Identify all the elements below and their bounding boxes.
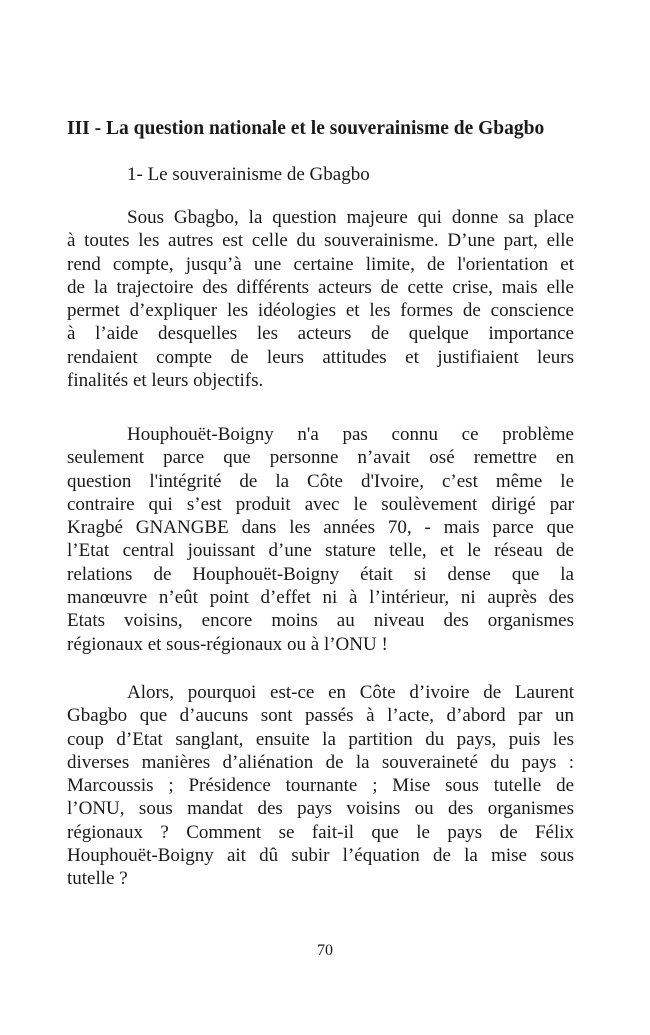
paragraph [67, 681, 574, 891]
text-line: Alors, pourquoi est-ce en Côte d’ivoire de Laurent [127, 682, 574, 703]
text-line: contraire qui s’est produit avec le soulèvement dirigé par [67, 493, 574, 515]
text-line: diverses manières d’aliénation de la souveraineté du pays : [67, 751, 574, 773]
paragraph [67, 206, 574, 392]
text-line: Houphouët-Boigny n'a pas connu ce problème [127, 424, 574, 445]
text-line: Gbagbo que d’aucuns sont passés à l’acte, d’abord par un [67, 705, 574, 727]
text-line: régionaux et sous-régionaux ou à l’ONU ! [67, 633, 388, 655]
text-line: tutelle ? [67, 868, 128, 890]
text-line: rendaient compte de leurs attitudes et justifiaient leurs [67, 346, 574, 368]
text-line: question l'intégrité de la Côte d'Ivoire, c’est même le [67, 470, 574, 492]
text-line: rend compte, jusqu’à une certaine limite, de l'orientation et [67, 253, 574, 275]
text-line: régionaux ? Comment se fait-il que le pays de Félix [67, 821, 574, 843]
text-line: à toutes les autres est celle du souverainisme. D’une part, elle [67, 230, 574, 252]
text-line: Marcoussis ; Présidence tournante ; Mise sous tutelle de [67, 775, 574, 797]
text-line: manœuvre n’eût point d’effet ni à l’intérieur, ni auprès des [67, 587, 574, 609]
paragraph [67, 423, 574, 656]
text-line: Houphouët-Boigny ait dû subir l’équation de la mise sous [67, 845, 574, 867]
text-line: de la trajectoire des différents acteurs de cette crise, mais elle [67, 276, 574, 298]
text-line: l’ONU, sous mandat des pays voisins ou des organismes [67, 798, 574, 820]
text-line: permet d’expliquer les idéologies et les formes de conscience [67, 300, 574, 322]
page-number: 70 [317, 942, 333, 959]
text-line: finalités et leurs objectifs. [67, 370, 264, 392]
text-line: l’Etat central jouissant d’une stature telle, et le réseau de [67, 540, 574, 562]
text-line: à l’aide desquelles les acteurs de quelque importance [67, 323, 574, 345]
text-line: Kragbé GNANGBE dans les années 70, - mais parce que [67, 517, 574, 539]
text-line: Etats voisins, encore moins au niveau des organismes [67, 610, 574, 632]
text-line: Sous Gbagbo, la question majeure qui donne sa place [127, 207, 574, 228]
text-line: coup d’Etat sanglant, ensuite la partition du pays, puis les [67, 728, 574, 750]
text-line: seulement parce que personne n’avait osé remettre en [67, 447, 574, 469]
section-heading: III - La question nationale et le souverainisme de Gbagbo [67, 118, 545, 139]
text-line: relations de Houphouët-Boigny était si dense que la [67, 563, 574, 585]
subsection-heading: 1- Le souverainisme de Gbagbo [127, 164, 370, 185]
